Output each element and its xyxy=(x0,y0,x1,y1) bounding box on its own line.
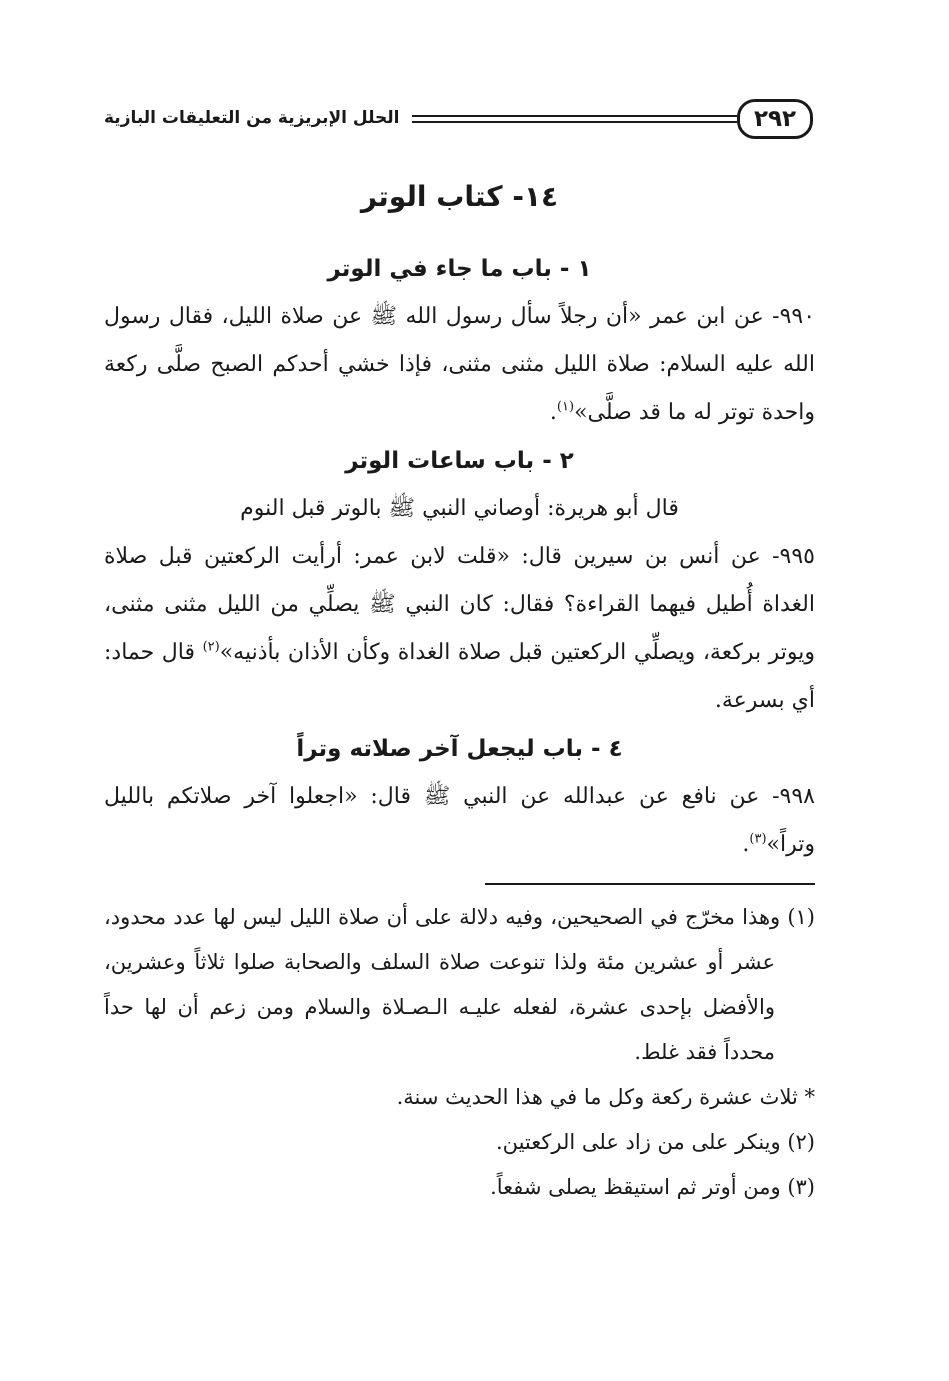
hadith-tail: . xyxy=(549,400,557,425)
hadith-text: ٩٩٠- عن ابن عمر «أن رجلاً سأل رسول الله ﷺ عن صلاة الليل، فقال رسول الله عليه السلام: صلاة الليل مثنى مثنى، فإذا خشي أحدكم الصبح صلَّى ركعة واحدة توتر له ما قد صلَّى» xyxy=(104,304,816,425)
chapter-heading: ١ - باب ما جاء في الوتر xyxy=(327,256,592,282)
hadith-paragraph xyxy=(104,533,815,725)
book-title: ١٤- كتاب الوتر xyxy=(360,180,559,213)
hadith-paragraph xyxy=(104,773,815,869)
footnote: (٢) وينكر على من زاد على الركعتين. xyxy=(495,1130,815,1154)
hadith-paragraph xyxy=(104,293,815,437)
header-double-rule xyxy=(412,115,737,123)
running-title: الحلل الإبريزية من التعليقات البازية xyxy=(104,108,400,128)
footnote: * ثلاث عشرة ركعة وكل ما في هذا الحديث سنة. xyxy=(396,1085,815,1109)
narration-text: قال أبو هريرة: أوصاني النبي ﷺ بالوتر قبل النوم xyxy=(240,496,679,521)
hadith-tail: قال حماد: أي بسرعة. xyxy=(104,640,815,713)
footnote-separator xyxy=(485,883,815,885)
footnote-ref: (١) xyxy=(556,399,575,415)
book-page xyxy=(104,0,815,1381)
narration-paragraph xyxy=(104,485,815,533)
page-number: ٢٩٢ xyxy=(737,99,813,139)
chapter-heading: ٤ - باب ليجعل آخر صلاته وتراً xyxy=(296,736,623,762)
hadith-text: ٩٩٥- عن أنس بن سيرين قال: «قلت لابن عمر: أرأيت الركعتين قبل صلاة الغداة أُطيل فيهما القراءة؟ فقال: كان النبي ﷺ يصلِّي من الليل مثنى مثنى، ويوتر بركعة، ويصلِّي الركعتين قبل صلاة الغداة وكأن الأذان بأذنيه» xyxy=(104,544,816,665)
hadith-text: ٩٩٨- عن نافع عن عبدالله عن النبي ﷺ قال: «اجعلوا آخر صلاتكم بالليل وتراً» xyxy=(104,784,815,857)
main-text xyxy=(104,245,815,1210)
chapter-heading: ٢ - باب ساعات الوتر xyxy=(345,448,574,474)
page-header xyxy=(104,97,815,145)
footnote: (١) وهذا مخرّج في الصحيحين، وفيه دلالة على أن صلاة الليل ليس لها عدد محدود، عشر أو عشرين مئة ولذا تنوعت صلاة السلف والصحابة صلوا ثلاثاً وعشرين، والأفضل بإحدى عشرة، لفعله عليـه الـصـلاة والسلام ومن زعم أن لها حداً محدداً فقد غلط. xyxy=(104,905,815,1064)
footnote-ref: (٣) xyxy=(749,831,767,847)
footnote-ref: (٢) xyxy=(202,639,220,655)
footnote: (٣) ومن أوتر ثم استيقظ يصلى شفعاً. xyxy=(490,1175,815,1199)
hadith-tail: . xyxy=(742,832,750,857)
